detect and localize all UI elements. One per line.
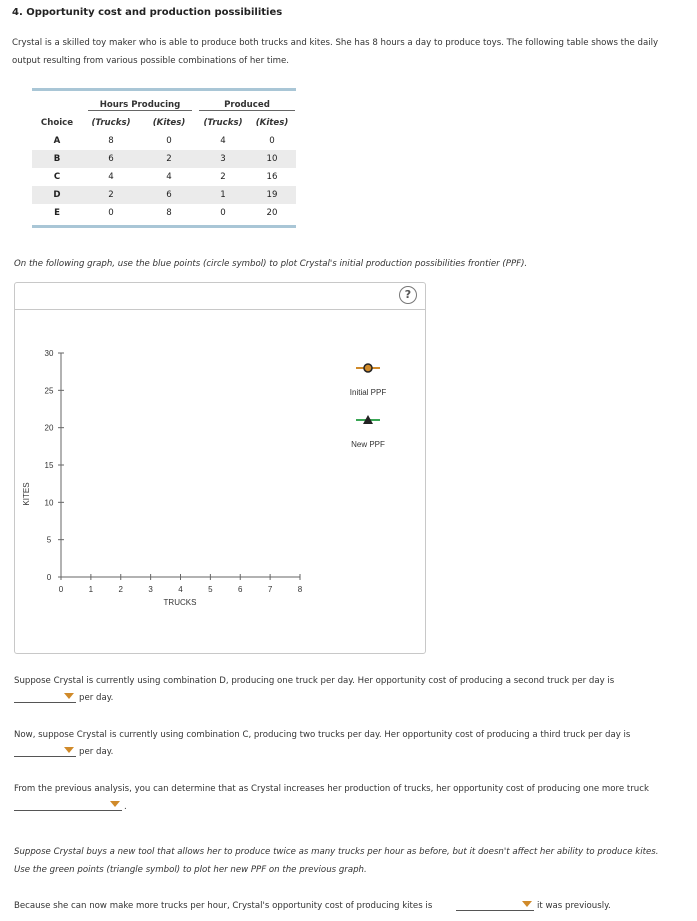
ppf-chart[interactable] [15, 310, 425, 650]
table-cell: 0 [269, 136, 275, 146]
x-tick-label: 6 [238, 585, 243, 594]
legend-label: New PPF [351, 440, 385, 449]
table-cell: 3 [198, 150, 248, 168]
table-row [32, 186, 296, 204]
x-axis-label: TRUCKS [163, 598, 197, 607]
table-row [32, 150, 296, 168]
graph-panel [14, 282, 426, 654]
chevron-down-icon [64, 693, 74, 699]
intro-line-1: Crystal is a skilled toy maker who is able to produce both trucks and kites. She has 8 hours a day to produce toys. The following table shows the daily [12, 38, 659, 48]
table-cell: 4 [166, 172, 172, 182]
choice-cell: A [53, 136, 61, 146]
y-axis-label: KITES [22, 482, 31, 506]
table-cell: 2 [82, 186, 140, 204]
y-tick-label: 25 [44, 386, 54, 396]
table-cell: 19 [248, 186, 296, 204]
table-cell: 8 [108, 136, 114, 146]
q5-after-text: it was previously. [537, 901, 611, 911]
table-cell: 16 [266, 172, 278, 182]
produced-trucks-header: (Trucks) [203, 118, 243, 128]
x-tick-label: 7 [267, 585, 273, 594]
table-cell: 0 [166, 136, 172, 146]
graph-toolbar [15, 283, 425, 310]
question-5: Because she can now make more trucks per hour, Crystal's opportunity cost of producing kites is [14, 901, 433, 911]
q5-dropdown[interactable] [456, 898, 534, 911]
table-cell: 10 [248, 150, 296, 168]
hours-kites-header: (Kites) [152, 118, 186, 128]
q3-dropdown[interactable] [14, 798, 122, 811]
production-table [32, 96, 296, 222]
choice-cell: D [32, 186, 82, 204]
choice-cell: C [53, 172, 61, 182]
graph-instruction: On the following graph, use the blue points (circle symbol) to plot Crystal's initial production possibilities frontier (PPF). [14, 259, 528, 269]
table-cell: 0 [108, 208, 114, 218]
x-tick-label: 4 [178, 585, 183, 594]
question-4 [14, 843, 694, 879]
intro-line-2: output resulting from various possible combinations of her time. [12, 56, 289, 66]
y-tick-label: 15 [44, 461, 54, 470]
hours-trucks-header: (Trucks) [91, 118, 131, 128]
q1-after-text: per day. [79, 693, 114, 703]
table-cell: 2 [140, 150, 198, 168]
hours-group-header: Hours Producing [88, 100, 192, 111]
table-cell: 6 [82, 150, 140, 168]
y-tick-label: 30 [44, 349, 54, 358]
question-4-line-1: Suppose Crystal buys a new tool that allows her to produce twice as many trucks per hour as before, but it doesn't affect her ability to produce kites. [14, 847, 659, 857]
q2-dropdown[interactable] [14, 744, 76, 757]
table-cell: 4 [220, 136, 226, 146]
chevron-down-icon [110, 801, 120, 807]
question-title: 4. Opportunity cost and production possibilities [12, 7, 283, 18]
y-tick-label: 10 [44, 498, 54, 508]
table-cell: 1 [198, 186, 248, 204]
y-tick-label: 0 [46, 573, 52, 582]
x-tick-label: 3 [148, 585, 153, 594]
help-icon[interactable]: ? [399, 286, 417, 304]
question-2: Now, suppose Crystal is currently using combination C, producing two trucks per day. Her opportunity cost of producing a third truck per day is [14, 730, 631, 740]
y-tick-label: 20 [44, 423, 54, 433]
produced-kites-header: (Kites) [255, 118, 289, 128]
table-row [32, 204, 296, 222]
y-tick-label: 5 [46, 535, 52, 545]
q3-after-text: . [124, 802, 127, 812]
legend-label: Initial PPF [349, 388, 387, 397]
table-row [32, 132, 296, 150]
choice-cell: E [54, 208, 60, 218]
table-top-rule [32, 88, 296, 91]
chevron-down-icon [522, 901, 532, 907]
x-tick-label: 8 [297, 585, 303, 594]
legend-circle-icon [364, 364, 372, 372]
x-tick-label: 2 [118, 585, 123, 594]
table-cell: 2 [220, 172, 226, 182]
choice-header: Choice [40, 118, 74, 128]
choice-cell: B [32, 150, 82, 168]
produced-group-header: Produced [199, 100, 295, 111]
table-cell: 8 [166, 208, 172, 218]
table-bottom-rule [32, 225, 296, 228]
question-4-line-2: Use the green points (triangle symbol) to plot her new PPF on the previous graph. [14, 865, 367, 875]
table-row [32, 168, 296, 186]
q2-after-text: per day. [79, 747, 114, 757]
table-cell: 0 [220, 208, 226, 218]
q1-dropdown[interactable] [14, 690, 76, 703]
table-cell: 20 [266, 208, 278, 218]
chevron-down-icon [64, 747, 74, 753]
question-1: Suppose Crystal is currently using combination D, producing one truck per day. Her opportunity cost of producing a second truck per day is [14, 676, 615, 686]
table-cell: 4 [108, 172, 114, 182]
x-tick-label: 5 [208, 585, 213, 594]
intro-text [12, 34, 692, 70]
question-3: From the previous analysis, you can determine that as Crystal increases her production of trucks, her opportunity cost of producing one more truck [14, 784, 649, 794]
table-cell: 6 [140, 186, 198, 204]
x-tick-label: 0 [58, 585, 64, 594]
x-tick-label: 1 [88, 585, 94, 594]
